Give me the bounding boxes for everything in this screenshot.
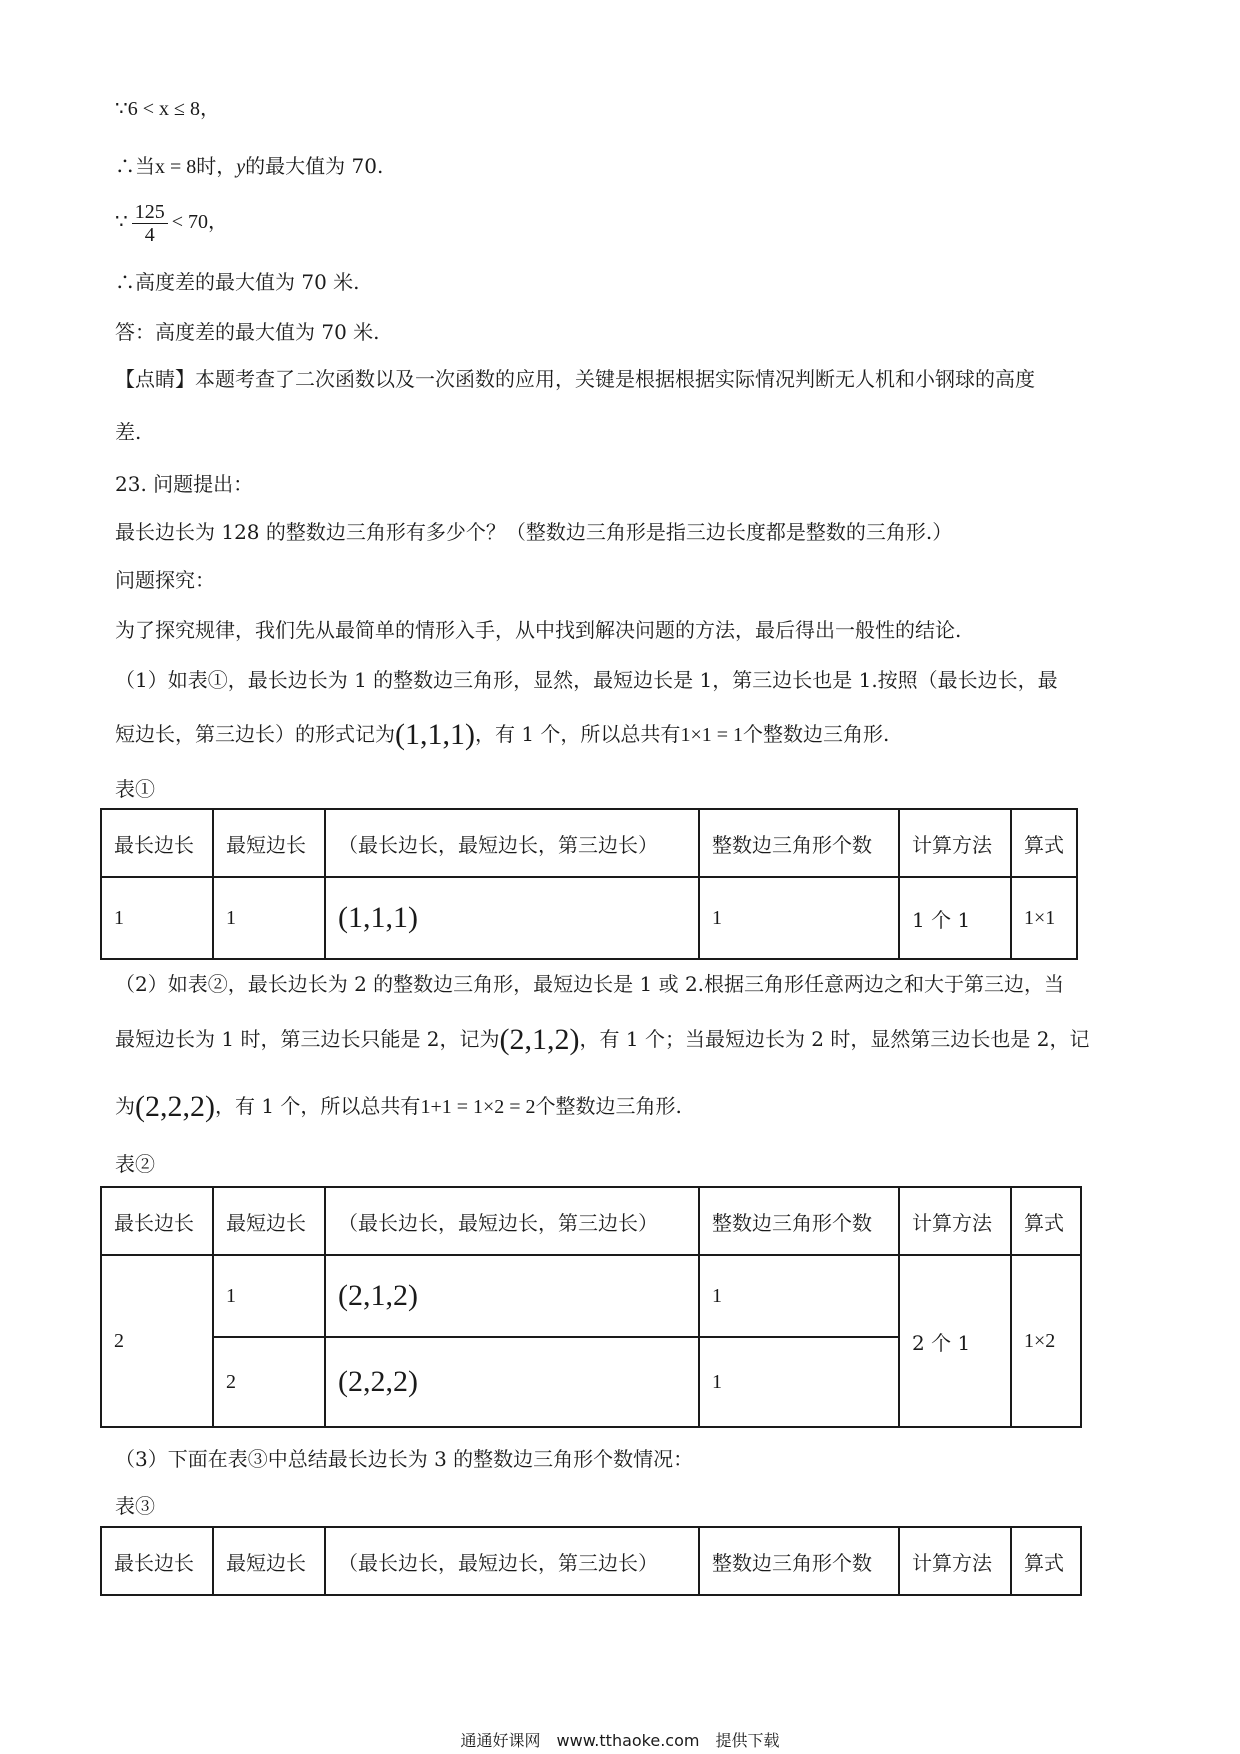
math-triple: (1,1,1)	[395, 718, 475, 751]
cell-formula: 1×2	[1011, 1255, 1081, 1427]
header-cell: 算式	[1011, 1187, 1081, 1255]
header-cell: （最长边长，最短边长，第三边长）	[325, 809, 699, 877]
line-comment-cont: 差.	[115, 420, 142, 444]
math-triple: (2,2,2)	[135, 1090, 215, 1123]
text: ∴当	[115, 154, 155, 178]
part2-text-cont2	[115, 1092, 682, 1121]
table1-label: 表①	[115, 777, 155, 801]
math-expr: 1×1 = 1	[680, 724, 743, 746]
cell-shortest: 2	[213, 1337, 325, 1427]
cell-count: 1	[699, 1337, 899, 1427]
part3-text: （3）下面在表③中总结最长边长为 3 的整数边三角形个数情况：	[115, 1447, 694, 1471]
cell-shortest: 1	[213, 877, 325, 959]
text: 个整数边三角形.	[535, 1094, 682, 1118]
text: 最短边长为 1 时，第三边长只能是 2，记为	[115, 1027, 500, 1051]
problem-statement: 最长边长为 128 的整数边三角形有多少个？（整数边三角形是指三边长度都是整数的三角形.）	[115, 520, 953, 544]
header-cell: 最短边长	[213, 809, 325, 877]
table-3	[100, 1526, 1082, 1596]
cell-shortest: 1	[213, 1255, 325, 1337]
table-header-row	[101, 809, 1077, 877]
exploration-intro: 为了探究规律，我们先从最简单的情形入手，从中找到解决问题的方法，最后得出一般性的结论.	[115, 618, 962, 642]
part2-text: （2）如表②，最长边长为 2 的整数边三角形，最短边长是 1 或 2.根据三角形任意两边之和大于第三边，当	[115, 972, 1065, 996]
header-cell: （最长边长，最短边长，第三边长）	[325, 1187, 699, 1255]
math-triple: (2,1,2)	[499, 1023, 580, 1056]
cell-triple: (1,1,1)	[325, 877, 699, 959]
fraction-denominator: 4	[144, 223, 155, 246]
line-answer: 答：高度差的最大值为 70 米.	[115, 320, 380, 344]
cell-longest: 2	[101, 1255, 213, 1427]
table-2	[100, 1186, 1082, 1428]
exploration-title: 问题探究：	[115, 568, 215, 592]
cell-triple: (2,1,2)	[325, 1255, 699, 1337]
text: ，有 1 个，所以总共有	[214, 1094, 421, 1118]
header-cell: 最短边长	[213, 1527, 325, 1595]
header-cell: 最长边长	[101, 1187, 213, 1255]
header-cell: （最长边长，最短边长，第三边长）	[325, 1527, 699, 1595]
part2-text-cont	[115, 1025, 1089, 1054]
text: 的最大值为 70.	[245, 154, 384, 178]
problem-title: 23. 问题提出：	[115, 472, 254, 496]
cell-method: 2 个 1	[899, 1255, 1011, 1427]
fraction-numerator: 125	[132, 201, 168, 224]
table-row	[101, 1255, 1081, 1337]
math-var: y	[236, 156, 246, 178]
header-cell: 算式	[1011, 1527, 1081, 1595]
line-max-y	[115, 152, 383, 181]
header-cell: 整数边三角形个数	[699, 809, 899, 877]
text: ，有 1 个，所以总共有	[474, 722, 681, 746]
header-cell: 算式	[1011, 809, 1077, 877]
table2-label: 表②	[115, 1152, 155, 1176]
table-row	[101, 877, 1077, 959]
cell-longest: 1	[101, 877, 213, 959]
cell-triple: (2,2,2)	[325, 1337, 699, 1427]
header-cell: 最短边长	[213, 1187, 325, 1255]
text: ∵	[115, 211, 128, 233]
header-cell: 计算方法	[899, 1527, 1011, 1595]
text: ，有 1 个；当最短边长为 2 时，显然第三边长也是 2，记	[579, 1027, 1090, 1051]
text: 为	[115, 1094, 135, 1118]
header-cell: 最长边长	[101, 1527, 213, 1595]
text: < 70，	[171, 211, 229, 233]
math-expr: x = 8	[155, 156, 197, 178]
header-cell: 计算方法	[899, 1187, 1011, 1255]
cell-count: 1	[699, 1255, 899, 1337]
math-expr: 1+1 = 1×2 = 2	[420, 1096, 536, 1118]
part1-text-cont	[115, 720, 889, 749]
line-comment: 【点睛】本题考查了二次函数以及一次函数的应用，关键是根据根据实际情况判断无人机和小钢球的高度	[115, 367, 1035, 391]
line-condition: ∵6 < x ≤ 8，	[115, 98, 220, 120]
cell-count: 1	[699, 877, 899, 959]
fraction	[132, 201, 168, 246]
text: 时，	[196, 154, 237, 178]
page-footer: 通通好课网 www.tthaoke.com 提供下载	[460, 1731, 780, 1750]
cell-method: 1 个 1	[899, 877, 1011, 959]
table-header-row	[101, 1187, 1081, 1255]
part1-text: （1）如表①，最长边长为 1 的整数边三角形，显然，最短边长是 1，第三边长也是 1.按照（最长边长，最	[115, 668, 1058, 692]
line-conclusion: ∴高度差的最大值为 70 米.	[115, 270, 360, 294]
header-cell: 整数边三角形个数	[699, 1527, 899, 1595]
table3-label: 表③	[115, 1494, 155, 1518]
table-header-row	[101, 1527, 1081, 1595]
text: 短边长，第三边长）的形式记为	[115, 722, 395, 746]
text: 个整数边三角形.	[743, 722, 890, 746]
header-cell: 整数边三角形个数	[699, 1187, 899, 1255]
cell-formula: 1×1	[1011, 877, 1077, 959]
line-fraction-compare	[115, 200, 228, 246]
table-1	[100, 808, 1078, 960]
header-cell: 计算方法	[899, 809, 1011, 877]
header-cell: 最长边长	[101, 809, 213, 877]
